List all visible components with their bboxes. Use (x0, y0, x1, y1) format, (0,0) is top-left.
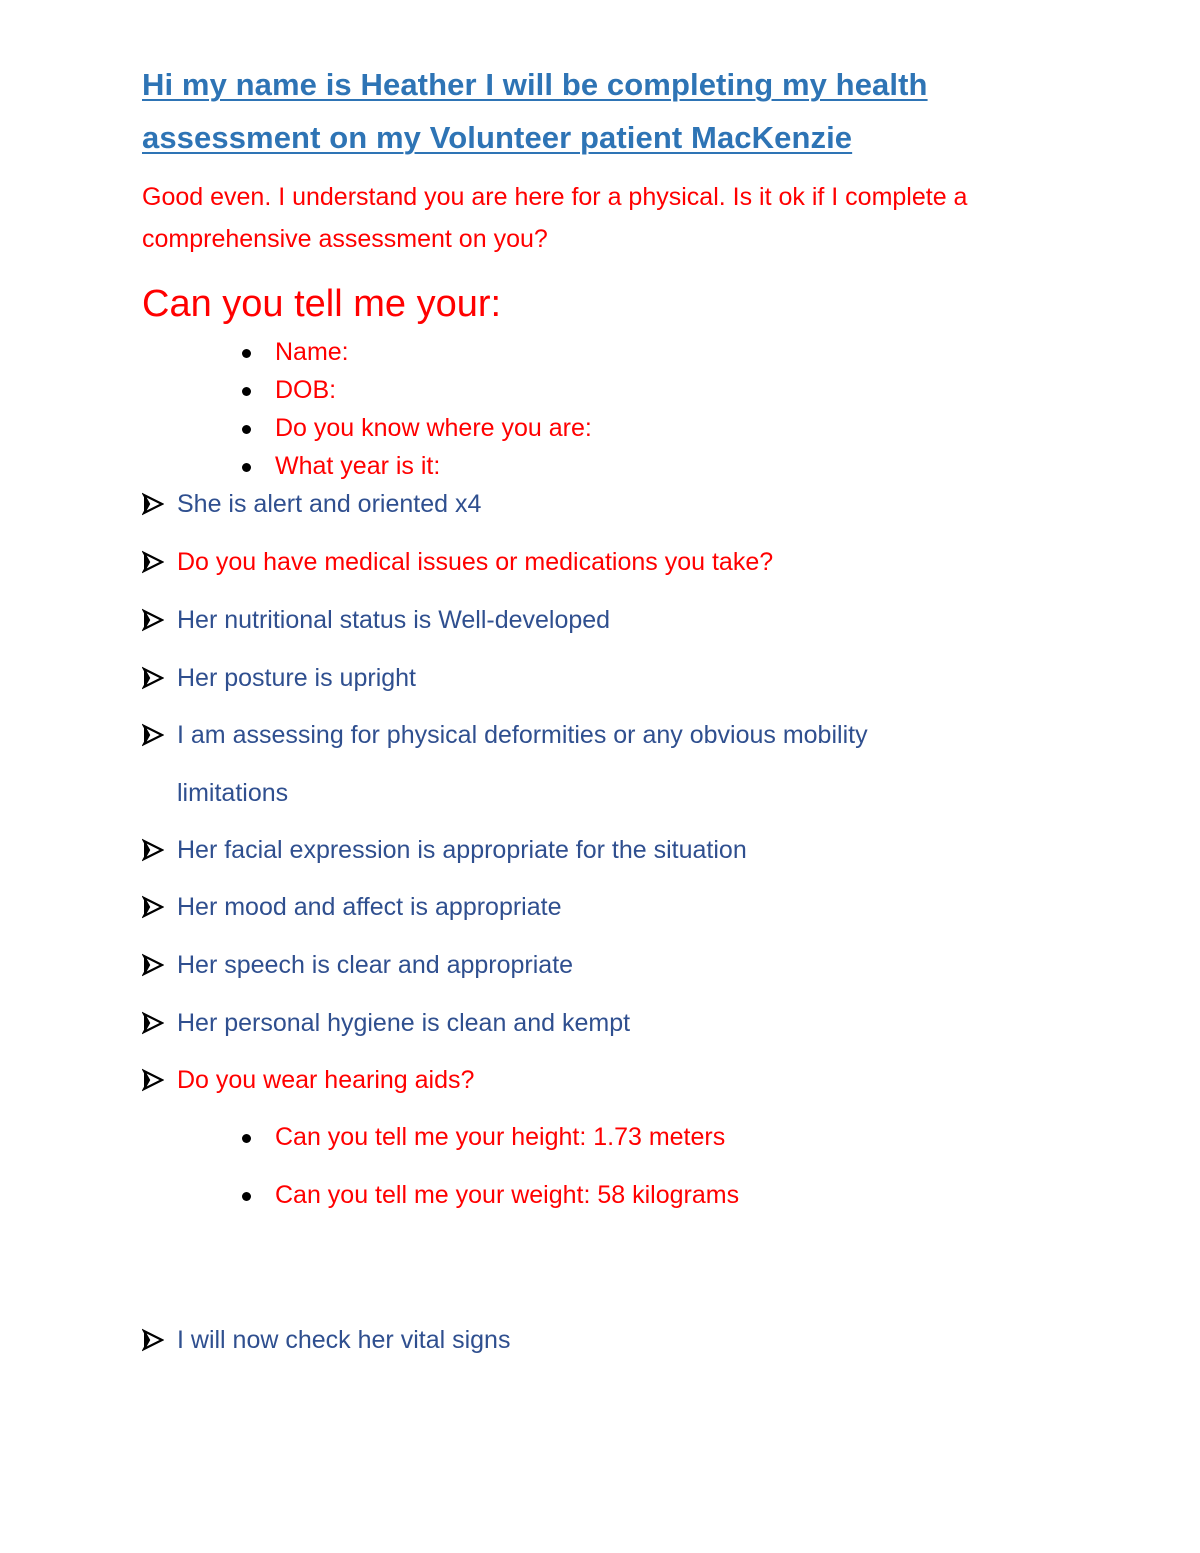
arrowhead-bullet-icon (142, 838, 164, 862)
bullet-dot-icon (242, 425, 251, 434)
finding-text: Her posture is upright (177, 664, 417, 692)
arrowhead-bullet-icon (142, 1011, 164, 1035)
question-text: DOB: (275, 376, 337, 404)
finding-text: Do you wear hearing aids? (177, 1066, 475, 1094)
arrowhead-bullet-icon (142, 550, 164, 574)
measurement-text: Can you tell me your height: 1.73 meters (275, 1123, 726, 1151)
arrowhead-bullet-icon (142, 1328, 164, 1352)
bullet-dot-icon (242, 463, 251, 472)
document-title: Hi my name is Heather I will be completing my health assessment on my Volunteer patient MacKenzie (142, 67, 928, 155)
finding-text: Do you have medical issues or medications you take? (177, 548, 774, 576)
arrowhead-bullet-icon (142, 723, 164, 747)
question-text: Name: (275, 338, 349, 366)
bullet-dot-icon (242, 387, 251, 396)
arrowhead-bullet-icon (142, 895, 164, 919)
finding-text: Her personal hygiene is clean and kempt (177, 1009, 631, 1037)
closing-text: I will now check her vital signs (177, 1326, 511, 1354)
arrowhead-bullet-icon (142, 492, 164, 516)
bullet-dot-icon (242, 1192, 251, 1201)
section-heading: Can you tell me your: (142, 283, 502, 325)
finding-text: I am assessing for physical deformities or any obvious mobility (177, 721, 868, 749)
measurement-text: Can you tell me your weight: 58 kilograms (275, 1181, 740, 1209)
arrowhead-bullet-icon (142, 953, 164, 977)
finding-text: Her mood and affect is appropriate (177, 893, 562, 921)
bullet-dot-icon (242, 349, 251, 358)
arrowhead-bullet-icon (142, 608, 164, 632)
finding-continuation: limitations (177, 779, 289, 807)
question-text: Do you know where you are: (275, 414, 592, 442)
finding-text: Her facial expression is appropriate for the situation (177, 836, 747, 864)
finding-text: Her speech is clear and appropriate (177, 951, 574, 979)
bullet-dot-icon (242, 1134, 251, 1143)
finding-text: Her nutritional status is Well-developed (177, 606, 611, 634)
intro-paragraph: Good even. I understand you are here for a physical. Is it ok if I complete a comprehensive assessment on you? (142, 183, 968, 253)
finding-text: She is alert and oriented x4 (177, 490, 482, 518)
arrowhead-bullet-icon (142, 666, 164, 690)
question-text: What year is it: (275, 452, 441, 480)
arrowhead-bullet-icon (142, 1068, 164, 1092)
